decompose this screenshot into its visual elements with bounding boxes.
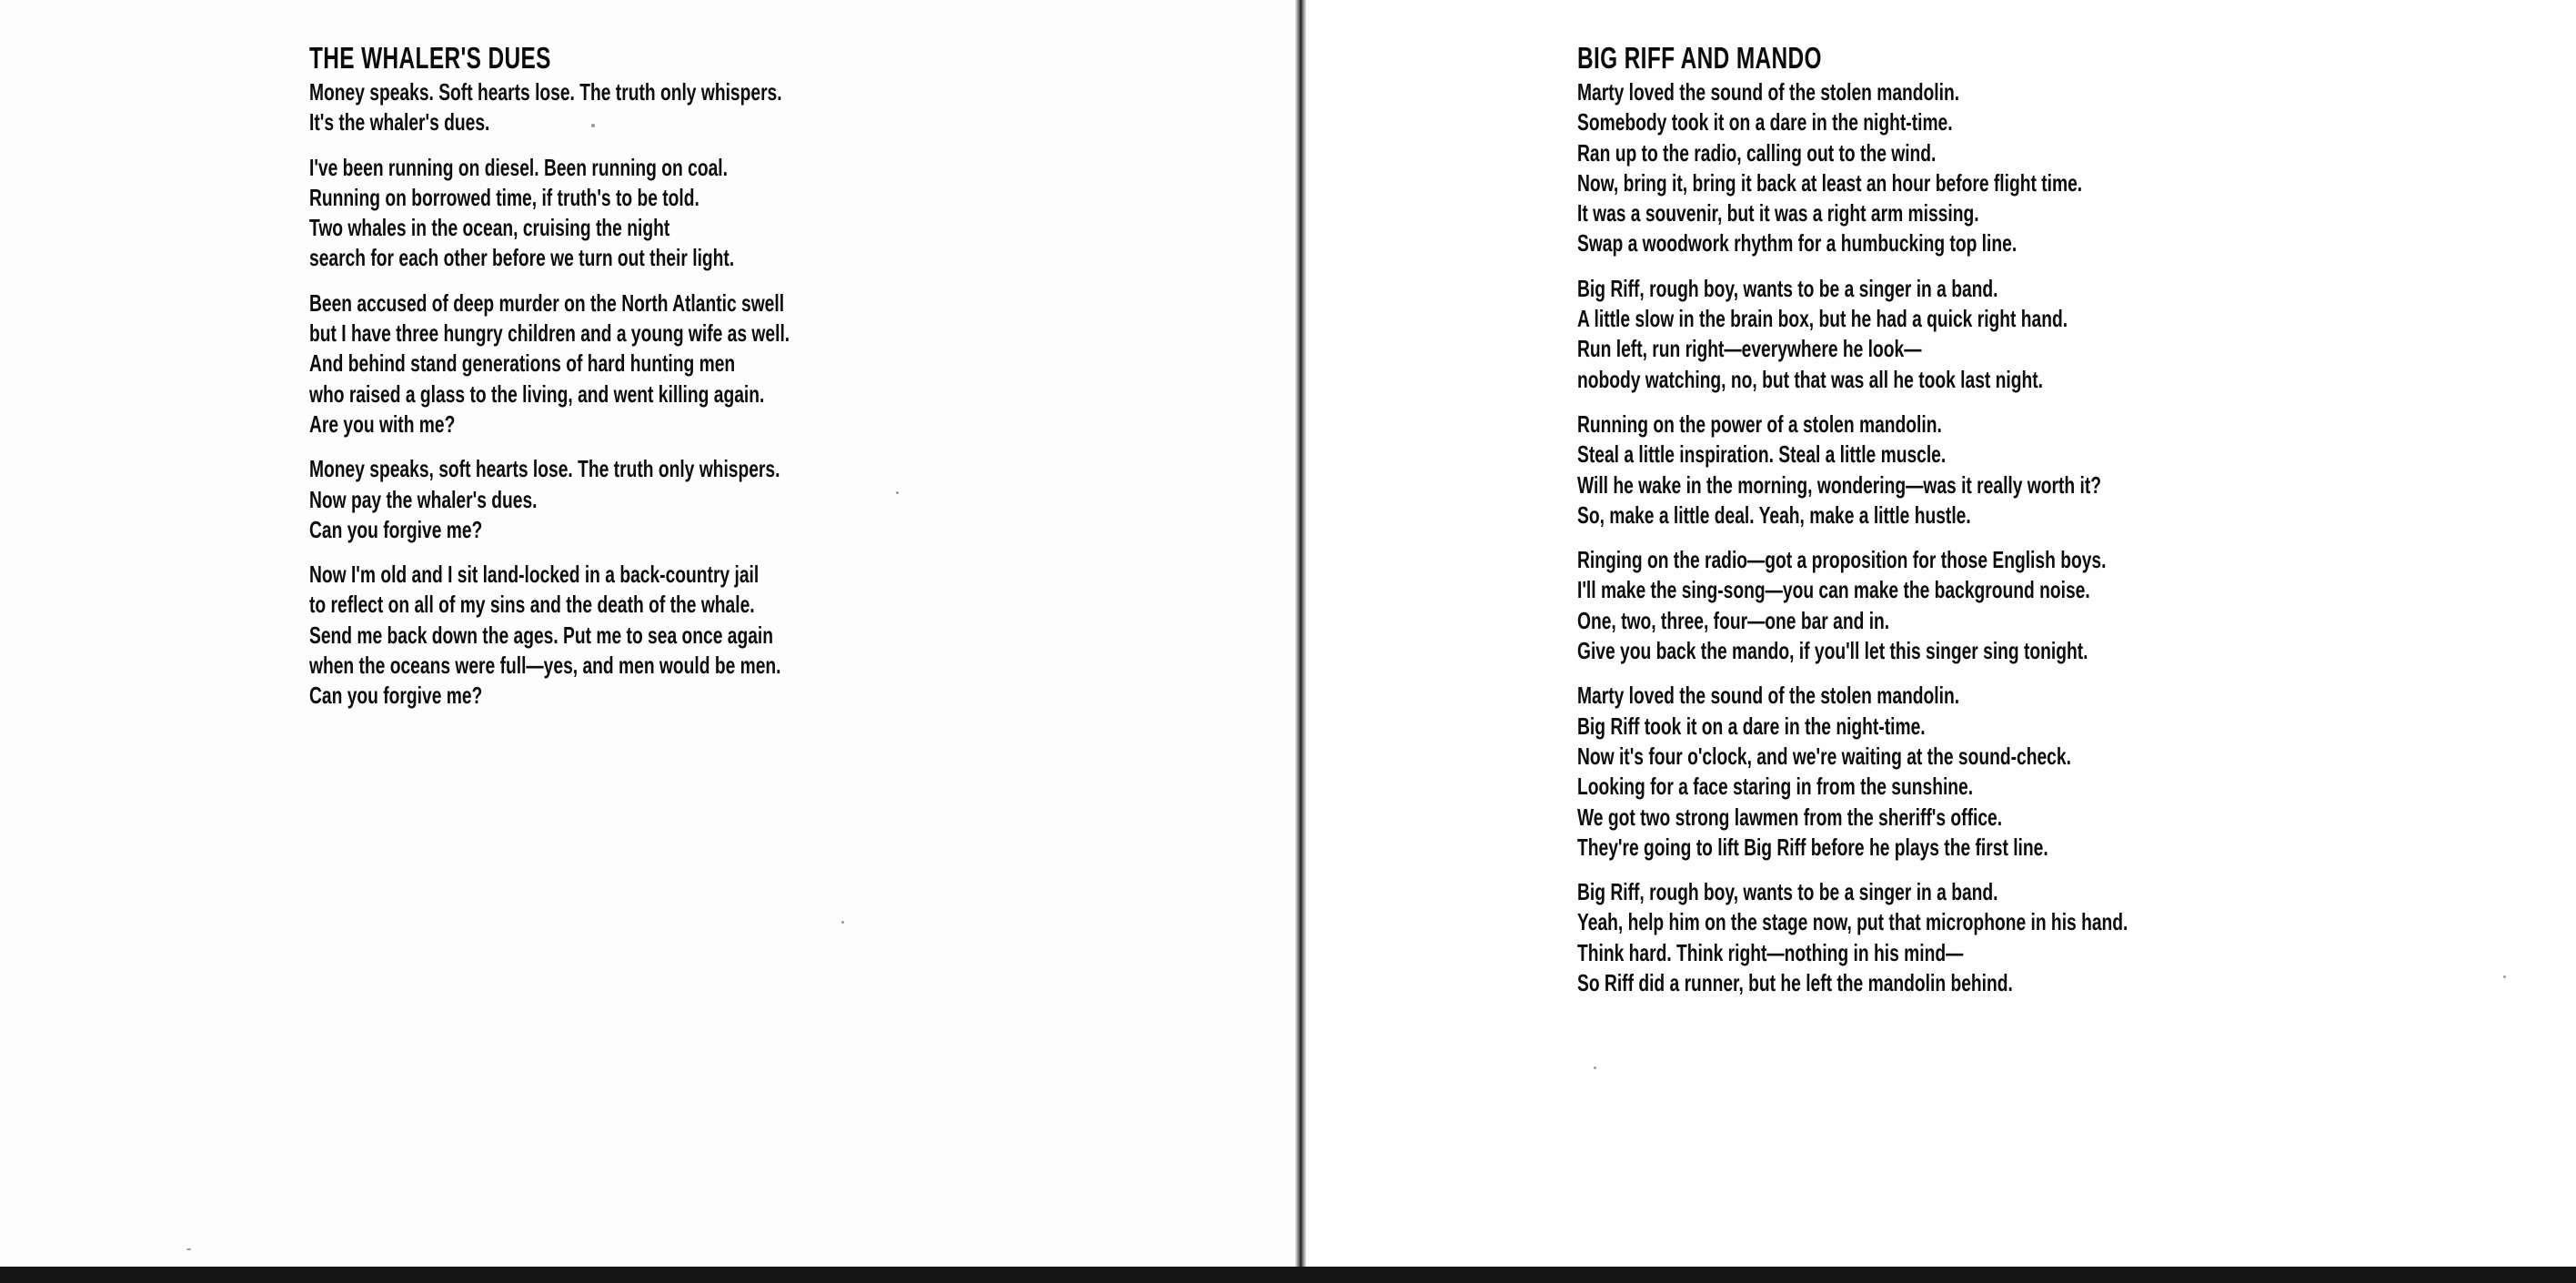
- lyric-line: Ringing on the radio—got a proposition for those English boys.: [1577, 546, 2107, 574]
- lyric-line: when the oceans were full—yes, and men would be men.: [309, 652, 781, 680]
- lyric-line: Will he wake in the morning, wondering—was it really worth it?: [1577, 470, 2102, 499]
- lyric-line: Run left, run right—everywhere he look—: [1577, 335, 1922, 363]
- lyric-line: Looking for a face staring in from the sunshine.: [1577, 773, 1974, 801]
- lyric-line: Send me back down the ages. Put me to sea once again: [309, 621, 774, 649]
- stanza: [1577, 77, 2304, 259]
- lyric-line: One, two, three, four—one bar and in.: [1577, 606, 1890, 634]
- lyric-line: Steal a little inspiration. Steal a little muscle.: [1577, 440, 1947, 469]
- lyric-line: Running on borrowed time, if truth's to be told.: [309, 183, 699, 211]
- scan-speck: [841, 921, 844, 924]
- stanza: [1577, 409, 2304, 530]
- stanza: [309, 77, 982, 138]
- lyric-line: Can you forgive me?: [309, 515, 483, 543]
- lyrics-big-riff-and-mando: [1577, 40, 2304, 1013]
- scan-speck: [186, 1248, 191, 1250]
- song-title: BIG RIFF AND MANDO: [1577, 41, 1822, 75]
- lyric-line: Big Riff took it on a dare in the night-time.: [1577, 712, 1926, 740]
- lyric-line: So, make a little deal. Yeah, make a little hustle.: [1577, 500, 1971, 529]
- scan-bottom-edge: [0, 1267, 2576, 1283]
- lyric-line: Two whales in the ocean, cruising the night: [309, 214, 670, 242]
- lyric-line: search for each other before we turn out their light.: [309, 244, 735, 272]
- lyric-line: Are you with me?: [309, 409, 456, 438]
- lyric-line: Been accused of deep murder on the North Atlantic swell: [309, 288, 785, 317]
- lyric-line: It's the whaler's dues.: [309, 108, 490, 136]
- lyric-line: Swap a woodwork rhythm for a humbucking top line.: [1577, 229, 2018, 258]
- lyric-line: Can you forgive me?: [309, 682, 483, 710]
- song-title: THE WHALER'S DUES: [309, 41, 551, 75]
- lyric-line: Running on the power of a stolen mandolin.: [1577, 409, 1942, 438]
- lyric-line: And behind stand generations of hard hunting men: [309, 349, 736, 378]
- lyric-line: but I have three hungry children and a young wife as well.: [309, 319, 790, 348]
- stanza: [1577, 545, 2304, 666]
- stanza: [309, 560, 982, 711]
- lyric-line: Ran up to the radio, calling out to the wind.: [1577, 138, 1937, 167]
- lyric-line: Think hard. Think right—nothing in his mind—: [1577, 938, 1964, 966]
- scan-speck: [1594, 1066, 1596, 1069]
- lyric-line: who raised a glass to the living, and went killing again.: [309, 379, 765, 408]
- stanza: [1577, 877, 2304, 998]
- lyric-line: A little slow in the brain box, but he had a quick right hand.: [1577, 305, 2068, 333]
- lyric-line: We got two strong lawmen from the sheriff's office.: [1577, 803, 2003, 831]
- lyric-line: I've been running on diesel. Been running on coal.: [309, 153, 728, 181]
- lyric-line: Big Riff, rough boy, wants to be a singer in a band.: [1577, 274, 1998, 302]
- stanza: [1577, 681, 2304, 863]
- scan-speck: [2503, 975, 2506, 978]
- lyric-line: I'll make the sing-song—you can make the background noise.: [1577, 576, 2090, 604]
- lyric-line: Now it's four o'clock, and we're waiting at the sound-check.: [1577, 742, 2071, 770]
- lyric-line: Now, bring it, bring it back at least an hour before flight time.: [1577, 168, 2083, 197]
- lyric-line: Money speaks, soft hearts lose. The truth only whispers.: [309, 455, 780, 483]
- lyric-line: Now I'm old and I sit land-locked in a back-country jail: [309, 561, 760, 589]
- stanza: [309, 454, 982, 545]
- stanza: [309, 288, 982, 439]
- page-gutter: [1295, 0, 1306, 1267]
- lyric-line: to reflect on all of my sins and the death of the whale.: [309, 591, 755, 619]
- lyric-line: Money speaks. Soft hearts lose. The truth only whispers.: [309, 78, 782, 106]
- lyric-line: Somebody took it on a dare in the night-time.: [1577, 108, 1953, 136]
- lyric-line: Marty loved the sound of the stolen mandolin.: [1577, 682, 1960, 710]
- stanza: [309, 153, 982, 274]
- lyric-line: Now pay the whaler's dues.: [309, 485, 538, 513]
- lyric-line: Yeah, help him on the stage now, put that microphone in his hand.: [1577, 908, 2128, 936]
- lyric-line: Big Riff, rough boy, wants to be a singer in a band.: [1577, 878, 1998, 906]
- stanza: [1577, 274, 2304, 395]
- lyric-line: They're going to lift Big Riff before he plays the first line.: [1577, 833, 2048, 861]
- lyric-line: nobody watching, no, but that was all he took last night.: [1577, 365, 2044, 393]
- lyric-line: Marty loved the sound of the stolen mandolin.: [1577, 78, 1960, 106]
- lyric-line: So Riff did a runner, but he left the mandolin behind.: [1577, 969, 2013, 997]
- lyric-line: Give you back the mando, if you'll let this singer sing tonight.: [1577, 637, 2088, 665]
- lyrics-whalers-dues: [309, 40, 982, 726]
- lyric-line: It was a souvenir, but it was a right arm missing.: [1577, 199, 1979, 227]
